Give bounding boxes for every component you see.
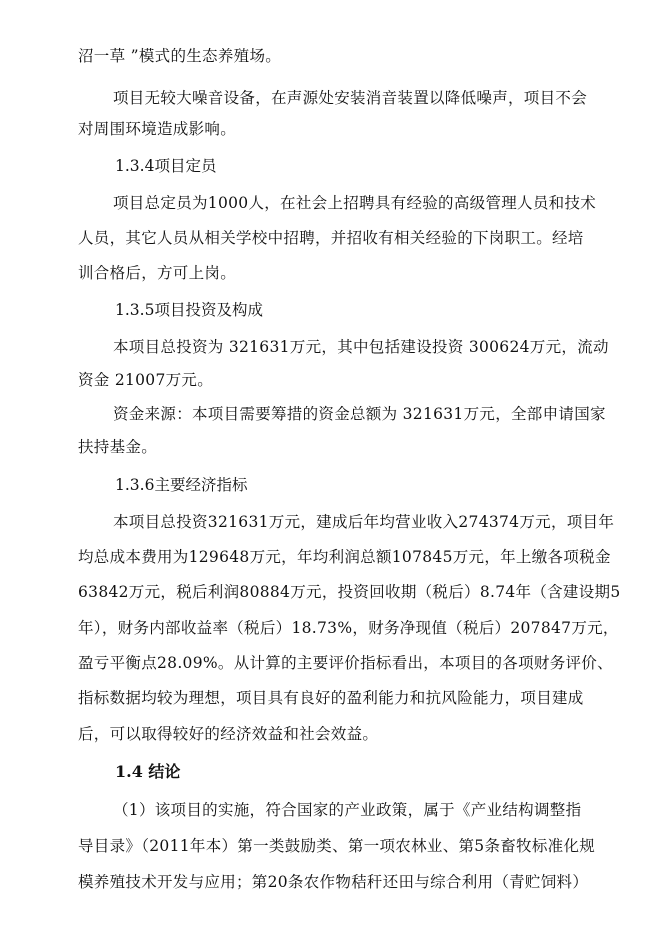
economic-indicators-line-5: 盈亏平衡点28.09%。从计算的主要评价指标看出，本项目的各项财务评价、 xyxy=(78,654,613,672)
investment-paragraph-line-2: 资金 21007万元。 xyxy=(78,371,214,389)
noise-paragraph-line-2: 对周围环境造成影响。 xyxy=(78,120,237,138)
funding-paragraph-line-2: 扶持基金。 xyxy=(78,438,158,456)
staffing-paragraph-line-1: 项目总定员为1000人，在社会上招聘具有经验的高级管理人员和技术 xyxy=(113,194,597,212)
section-1-3-5-heading: 1.3.5项目投资及构成 xyxy=(115,301,263,319)
staffing-paragraph-line-2: 人员，其它人员从相关学校中招聘，并招收有相关经验的下岗职工。经培 xyxy=(78,229,584,247)
noise-paragraph-line-1: 项目无较大噪音设备，在声源处安装消音装置以降低噪声，项目不会 xyxy=(113,89,588,107)
section-1-3-4-heading: 1.3.4项目定员 xyxy=(115,157,217,175)
economic-indicators-line-3: 63842万元，税后利润80884万元，投资回收期（税后）8.74年（含建设期5 xyxy=(78,583,621,601)
economic-indicators-line-1: 本项目总投资321631万元，建成后年均营业收入274374万元，项目年 xyxy=(113,513,615,531)
conclusion-line-1: （1）该项目的实施，符合国家的产业政策，属于《产业结构调整指 xyxy=(113,801,582,819)
economic-indicators-line-6: 指标数据均较为理想，项目具有良好的盈利能力和抗风险能力，项目建成 xyxy=(78,689,584,707)
economic-indicators-line-2: 均总成本费用为129648万元，年均利润总额107845万元，年上缴各项税金 xyxy=(78,548,611,566)
economic-indicators-line-7: 后，可以取得较好的经济效益和社会效益。 xyxy=(78,725,379,743)
investment-paragraph-line-1: 本项目总投资为 321631万元，其中包括建设投资 300624万元，流动 xyxy=(113,338,609,356)
section-1-3-6-heading: 1.3.6主要经济指标 xyxy=(115,476,248,494)
conclusion-line-3: 模养殖技术开发与应用；第20条农作物秸秆还田与综合利用（青贮饲料） xyxy=(78,873,589,891)
staffing-paragraph-line-3: 训合格后，方可上岗。 xyxy=(78,264,237,282)
economic-indicators-line-4: 年），财务内部收益率（税后）18.73%，财务净现值（税后）207847万元， xyxy=(78,619,619,637)
funding-paragraph-line-1: 资金来源：本项目需要筹措的资金总额为 321631万元，全部申请国家 xyxy=(113,405,606,423)
conclusion-line-2: 导目录》（2011年本）第一类鼓励类、第一项农林业、第5条畜牧标准化规 xyxy=(78,837,596,855)
intro-line: 沼一草 ”模式的生态养殖场。 xyxy=(78,47,282,65)
section-1-4-heading: 1.4 结论 xyxy=(115,762,181,781)
